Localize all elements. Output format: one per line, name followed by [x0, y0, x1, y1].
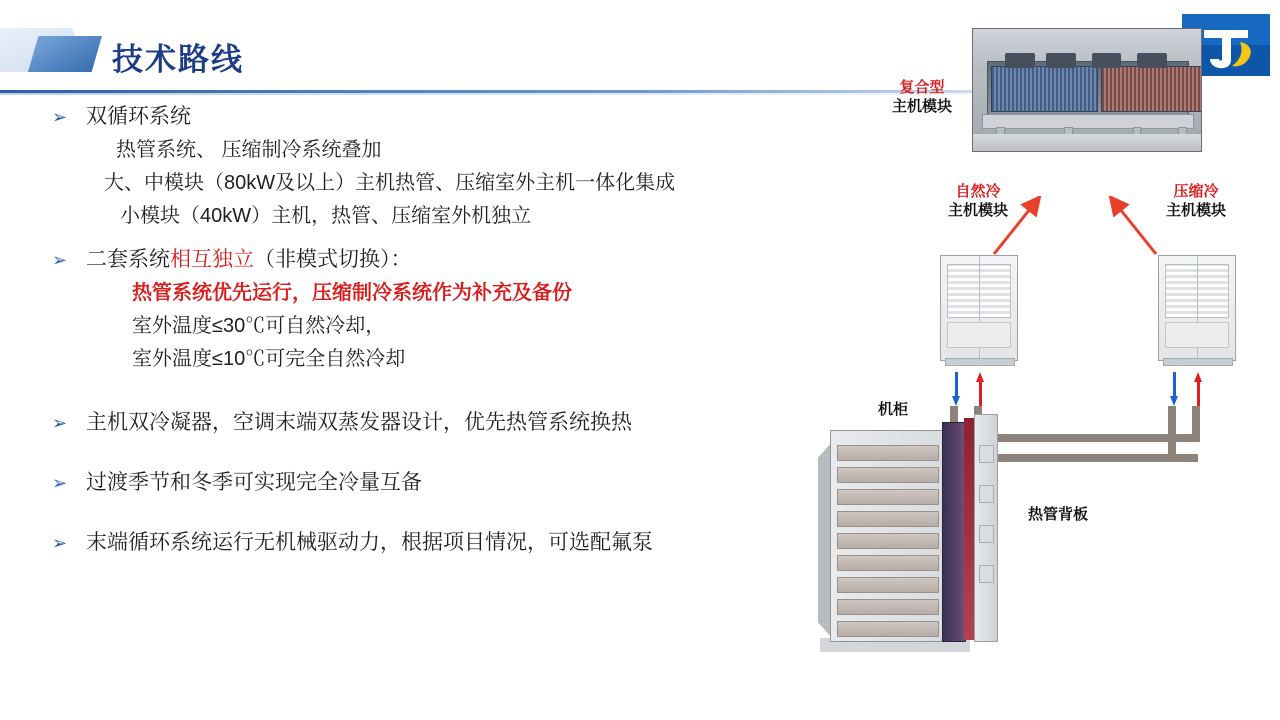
photo-coil-right [1101, 66, 1202, 112]
unit-seam [979, 256, 980, 360]
list-item [44, 526, 844, 560]
bullet-subtext-highlight: 热管系统优先运行，压缩制冷系统作为补充及备份 [132, 282, 572, 304]
cabinet-rear-module [979, 485, 994, 503]
bullet-subtext: 大、中模块（80kW及以上）主机热管、压缩室外主机一体化集成 [104, 172, 676, 194]
label-cabinet [878, 400, 938, 419]
cabinet-rear-module [979, 565, 994, 583]
photo-fan-3 [1092, 53, 1122, 68]
bullet-text: 过渡季节和冬季可实现完全冷量互备 [86, 471, 422, 494]
label-composite-module [876, 78, 968, 116]
list-item [44, 466, 844, 500]
cabinet-shelf [837, 577, 939, 593]
unit-base [1163, 358, 1233, 366]
page-title: 技术路线 [112, 42, 244, 77]
label-compression-red: 压缩冷 [1173, 183, 1219, 200]
bullet-subtext: 小模块（40kW）主机，热管、压缩室外机独立 [120, 205, 532, 227]
arrow-flow-up-left-icon [976, 372, 985, 406]
arrow-flow-up-right-icon [1194, 372, 1203, 406]
outdoor-unit-compression-cooling [1158, 255, 1236, 361]
cabinet-rear-module [979, 525, 994, 543]
bullet-text [86, 243, 412, 277]
photo-fan-4 [1137, 53, 1167, 68]
label-cabinet-text: 机柜 [878, 401, 909, 418]
cabinet-shelf [837, 599, 939, 615]
cabinet-rear-panel [974, 414, 998, 642]
arrow-flow-down-left-icon [952, 372, 961, 406]
photo-coil-left [991, 66, 1098, 112]
list-item [44, 100, 844, 134]
photo-fan-2 [1046, 53, 1076, 68]
spacer [44, 233, 844, 243]
unit-base [945, 358, 1015, 366]
label-natural-red: 自然冷 [955, 183, 1001, 200]
pipe-horizontal-upper [974, 434, 1200, 442]
bullet-subtext: 热管系统、 压缩制冷系统叠加 [116, 139, 382, 161]
cabinet-shelf [837, 467, 939, 483]
arrow-bullet-icon: ➢ [52, 473, 68, 493]
label-heatpipe-backplate-text: 热管背板 [1028, 506, 1089, 523]
label-composite-black: 主机模块 [891, 98, 952, 115]
arrow-bullet-icon: ➢ [52, 413, 68, 433]
cabinet-shelf [837, 489, 939, 505]
system-diagram [800, 0, 1280, 720]
label-heatpipe-backplate [1028, 505, 1138, 524]
unit-seam [1197, 256, 1198, 360]
arrow-bullet-icon: ➢ [52, 107, 68, 127]
header-decoration-blue [28, 36, 102, 72]
list-item [44, 406, 844, 440]
cabinet-shelf [837, 621, 939, 637]
arrow-bullet-icon: ➢ [52, 250, 68, 270]
cabinet-shelf [837, 511, 939, 527]
cabinet-heatpipe-backplate [942, 422, 966, 642]
pipe-right-return [1192, 406, 1200, 440]
bullet-text: 双循环系统 [86, 105, 191, 128]
pipe-right-supply [1168, 406, 1176, 462]
cabinet-shelf [837, 533, 939, 549]
spacer [44, 440, 844, 466]
bullet-list [44, 100, 844, 560]
bullet-text-part-highlight: 相互独立 [170, 248, 254, 271]
label-composite-red: 复合型 [899, 79, 945, 96]
label-natural-black: 主机模块 [947, 202, 1008, 219]
photo-ground [973, 134, 1201, 151]
cabinet-front [830, 430, 944, 642]
server-cabinet [818, 430, 998, 650]
cabinet-shelf [837, 555, 939, 571]
bullet-subtext: 室外温度≤30℃可自然冷却， [132, 315, 386, 337]
outdoor-unit-natural-cooling [940, 255, 1018, 361]
chiller-photo [972, 28, 1202, 152]
arrow-compression-to-composite-icon [1106, 196, 1162, 263]
cabinet-shelf [837, 445, 939, 461]
arrow-natural-to-composite-icon [988, 196, 1044, 263]
cabinet-red-panel [964, 418, 974, 640]
photo-fan-1 [1005, 53, 1035, 68]
cabinet-rear-module [979, 445, 994, 463]
bullet-text: 主机双冷凝器，空调末端双蒸发器设计，优先热管系统换热 [86, 411, 632, 434]
spacer [44, 500, 844, 526]
bullet-subtext: 室外温度≤10℃可完全自然冷却 [132, 348, 406, 370]
bullet-text: 末端循环系统运行无机械驱动力，根据项目情况，可选配氟泵 [86, 531, 653, 554]
spacer [44, 376, 844, 406]
bullet-text-part: （非模式切换）： [254, 248, 412, 271]
arrow-bullet-icon: ➢ [52, 533, 68, 553]
label-compression-black: 主机模块 [1165, 202, 1226, 219]
arrow-flow-down-right-icon [1170, 372, 1179, 406]
list-item [44, 243, 844, 277]
bullet-text-part: 二套系统 [86, 248, 170, 271]
photo-base-frame [982, 114, 1194, 128]
